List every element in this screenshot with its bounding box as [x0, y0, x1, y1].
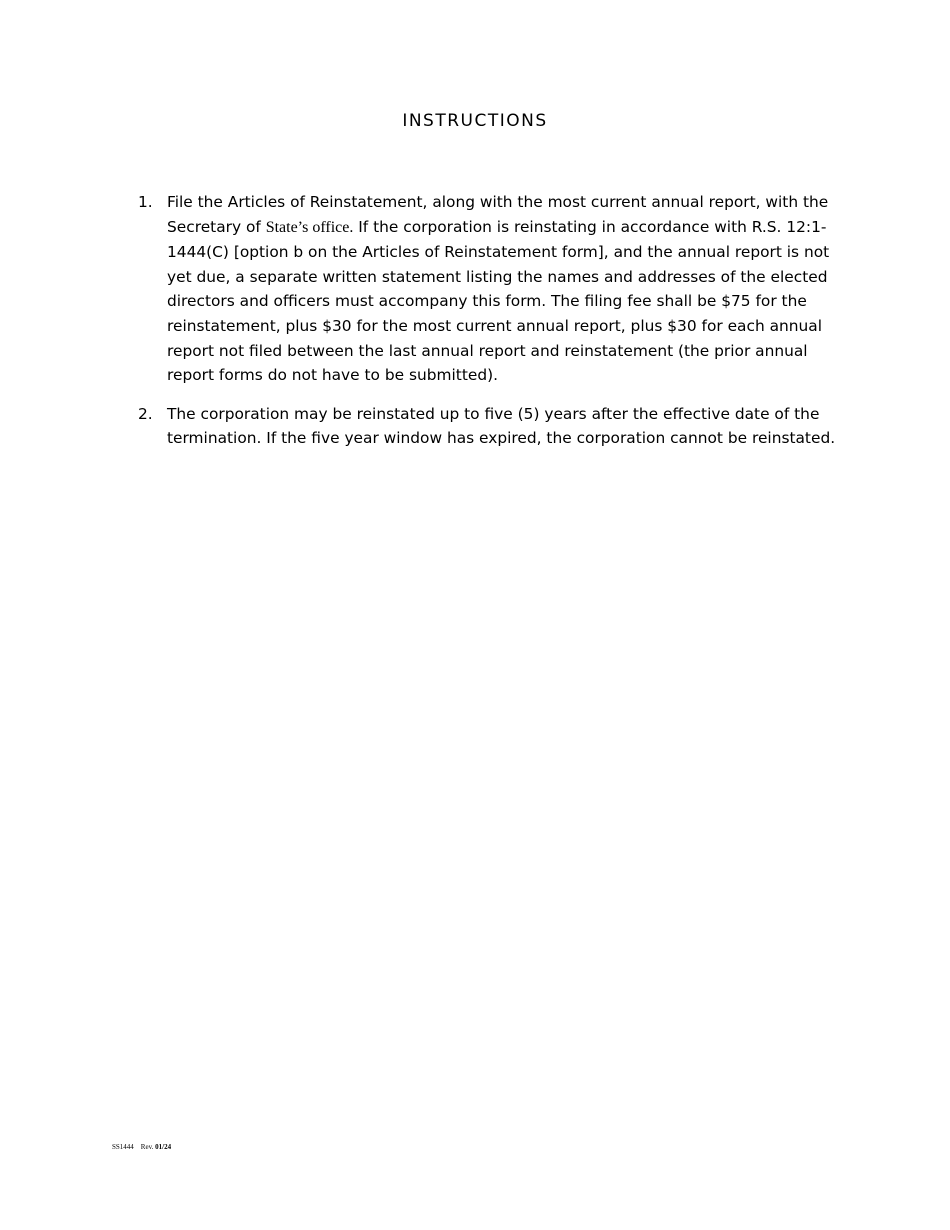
revision-label: Rev.: [140, 1143, 154, 1151]
instruction-text: The corporation may be reinstated up to five (5) years after the effective date of the termination. If the five year window has expired, the corporation cannot be reinstated.: [167, 404, 836, 448]
instruction-item-1: [138, 190, 838, 388]
form-revision-footer: [112, 1143, 171, 1151]
revision-date: 01/24: [155, 1143, 172, 1151]
instruction-item-2: [138, 402, 838, 451]
instruction-number: 2.: [138, 404, 153, 423]
instruction-number: 1.: [138, 193, 153, 211]
instructions-list: [138, 190, 838, 465]
instruction-text-part: If the corporation is reinstating in accordance with R.S. 12:1-1444(C) [option b on the Articles of Reinstatement form], and the annual report is not yet due, a separate written statement listing the names and addresses of the elected directors and officers must accompany this form. The filing fee shall be $75 for the reinstatement, plus $30 for the most current annual report, plus $30 for each annual report not filed between the last annual report and reinstatement (the prior annual report forms do not have to be submitted).: [167, 217, 830, 385]
instruction-text: [167, 190, 838, 388]
instruction-text-serif-part: State’s office.: [265, 218, 354, 236]
page-title: INSTRUCTIONS: [402, 111, 548, 131]
form-code: SS1444: [112, 1143, 134, 1151]
instruction-text-part: File the Articles of Reinstatement, along with the most current annual report, with the Secretary of: [167, 193, 829, 236]
